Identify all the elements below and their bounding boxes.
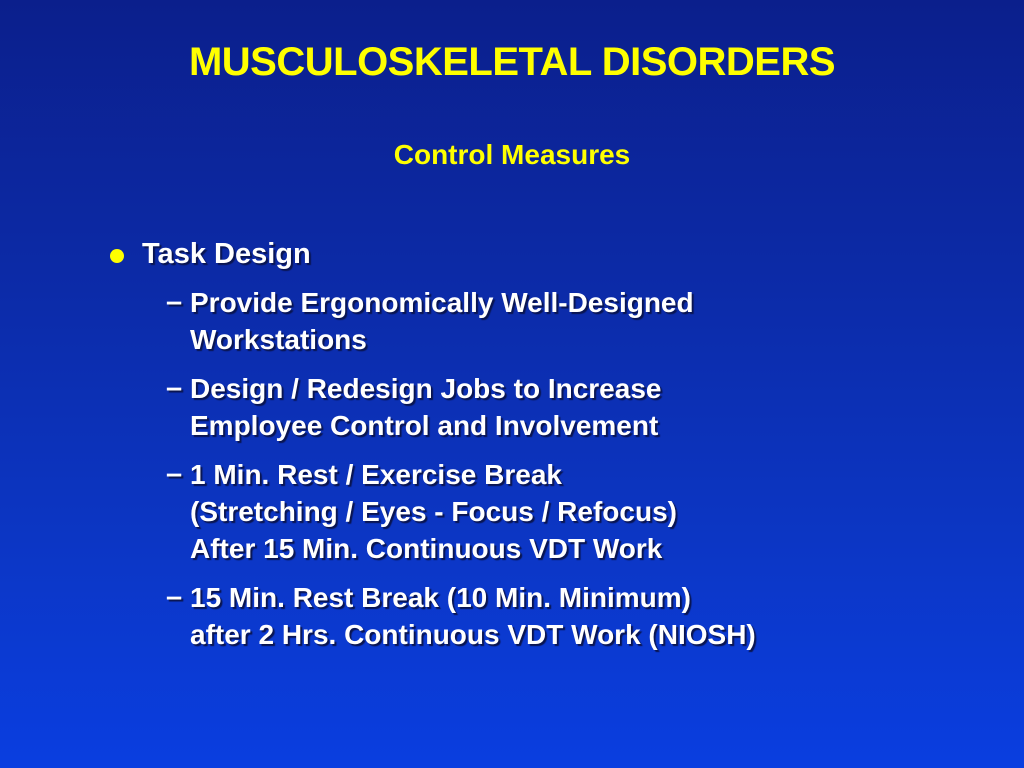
dash-icon: – xyxy=(166,458,183,490)
sub-item-line: Provide Ergonomically Well-Designed xyxy=(190,287,694,318)
sub-item-line: 15 Min. Rest Break (10 Min. Minimum) xyxy=(190,582,691,613)
sub-item-line: after 2 Hrs. Continuous VDT Work (NIOSH) xyxy=(190,619,756,650)
slide-title: MUSCULOSKELETAL DISORDERS xyxy=(188,40,836,84)
sub-item-line: After 15 Min. Continuous VDT Work xyxy=(190,533,663,564)
dash-icon: – xyxy=(166,372,183,404)
dash-icon: – xyxy=(166,286,183,318)
sub-item-line: (Stretching / Eyes - Focus / Refocus) xyxy=(190,496,677,527)
slide-subtitle: Control Measures xyxy=(393,139,631,170)
sub-item-line: Employee Control and Involvement xyxy=(190,410,659,441)
sub-item-line: Design / Redesign Jobs to Increase xyxy=(190,373,662,404)
sub-item-line: 1 Min. Rest / Exercise Break xyxy=(190,459,562,490)
bullet-label: Task Design xyxy=(142,238,311,270)
bullet-task-design xyxy=(110,234,311,274)
bullet-dot-icon xyxy=(110,249,124,263)
dash-icon: – xyxy=(166,581,183,613)
sub-item-line: Workstations xyxy=(190,324,367,355)
